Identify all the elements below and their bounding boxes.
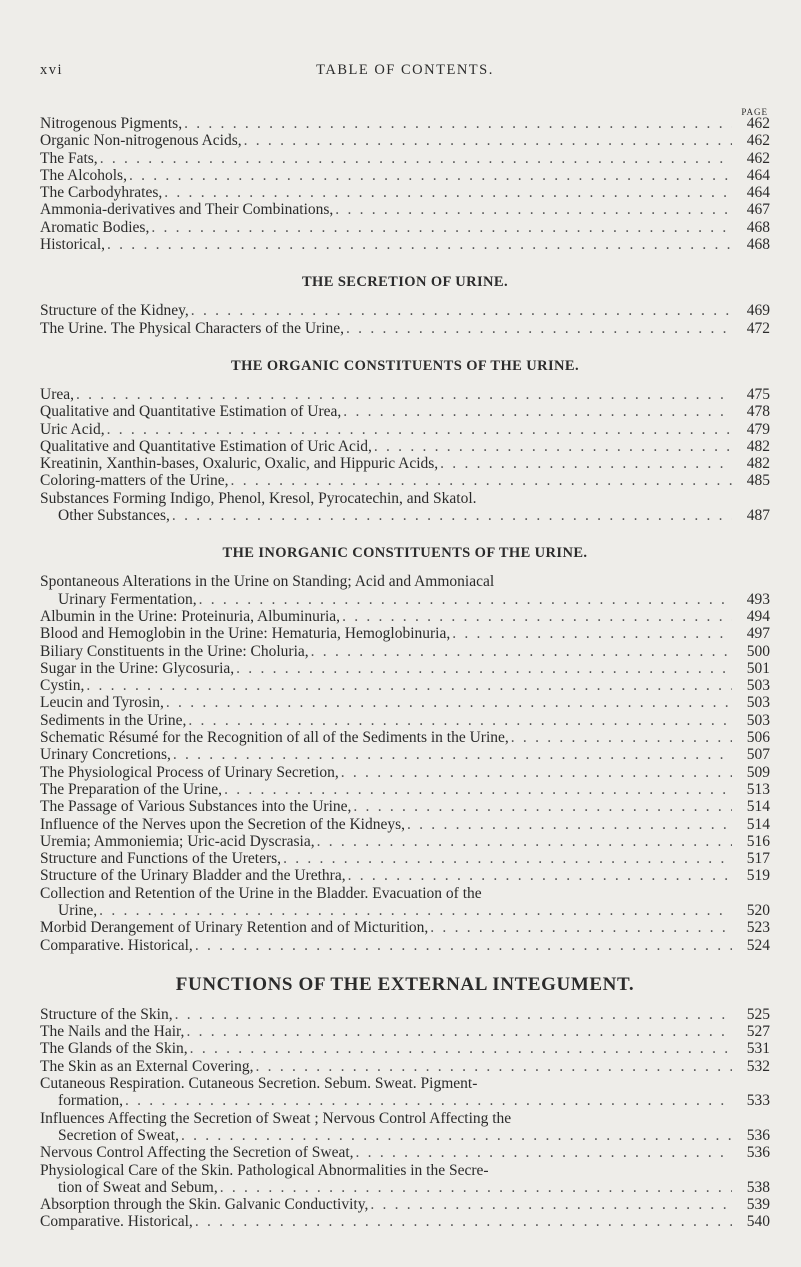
page-number: 517 — [746, 850, 770, 868]
running-title: TABLE OF CONTENTS. — [316, 62, 494, 78]
page-number: 472 — [746, 319, 770, 337]
toc-entry — [40, 1144, 770, 1161]
toc-entry — [40, 660, 770, 677]
toc-entry — [40, 764, 770, 781]
dot-leader — [335, 201, 732, 218]
page-number: 468 — [746, 236, 770, 254]
entry-title: Biliary Constituents in the Urine: Choluria, — [40, 642, 309, 660]
page-number: 487 — [746, 507, 770, 525]
entry-title: Uremia; Ammoniemia; Uric-acid Dyscrasia, — [40, 832, 315, 850]
entry-title: Blood and Hemoglobin in the Urine: Hematuria, Hemoglobinuria, — [40, 625, 451, 643]
entry-title: The Fats, — [40, 149, 98, 167]
page-number: 501 — [746, 659, 770, 677]
page-number: 475 — [746, 385, 770, 403]
section-title: FUNCTIONS OF THE EXTERNAL INTEGUMENT. — [175, 973, 635, 995]
page-number: 524 — [746, 936, 770, 954]
page-number: 503 — [746, 711, 770, 729]
page-number: 462 — [746, 132, 770, 150]
entry-title: Influence of the Nerves upon the Secretion of the Kidneys, — [40, 815, 405, 833]
entry-title: Qualitative and Quantitative Estimation of Urea, — [40, 403, 342, 421]
entry-title: Coloring-matters of the Urine, — [40, 472, 229, 490]
toc-entry — [40, 919, 770, 936]
page-number: 536 — [746, 1144, 770, 1162]
dot-leader — [173, 746, 732, 763]
entry-title: The Nails and the Hair, — [40, 1023, 185, 1041]
toc-entry — [40, 421, 770, 438]
page-number: 532 — [746, 1057, 770, 1075]
entry-title: Qualitative and Quantitative Estimation of Uric Acid, — [40, 437, 372, 455]
entry-title: Organic Non-nitrogenous Acids, — [40, 132, 242, 150]
toc-entry — [40, 833, 770, 850]
toc-entry — [40, 219, 770, 236]
page-number: 503 — [746, 677, 770, 695]
page-number: 494 — [746, 607, 770, 625]
toc-entry — [40, 386, 770, 403]
toc-entry — [40, 643, 770, 660]
entry-title: Comparative. Historical, — [40, 1213, 193, 1231]
dot-leader — [511, 729, 732, 746]
toc-entry — [40, 1110, 770, 1145]
entry-title: Influences Affecting the Secretion of Sweat ; Nervous Control Affecting the — [40, 1109, 512, 1127]
toc-entry — [40, 1058, 770, 1075]
dot-leader — [164, 184, 732, 201]
dot-leader — [311, 643, 732, 660]
entry-title: Sugar in the Urine: Glycosuria, — [40, 659, 235, 677]
dot-leader — [346, 320, 732, 337]
page-number: 464 — [746, 184, 770, 202]
page-number: 482 — [746, 437, 770, 455]
page-number: 536 — [746, 1126, 770, 1144]
entry-title: The Alcohols, — [40, 166, 127, 184]
page-number: 479 — [746, 420, 770, 438]
entry-title: Ammonia-derivatives and Their Combinations, — [40, 201, 334, 219]
dot-leader — [99, 902, 732, 919]
dot-leader — [100, 150, 732, 167]
running-head — [40, 62, 770, 82]
entry-title: Urinary Fermentation, — [58, 590, 197, 608]
dot-leader — [231, 472, 732, 489]
dot-leader — [175, 1006, 732, 1023]
toc-entry — [40, 1213, 770, 1230]
entry-title: Spontaneous Alterations in the Urine on Standing; Acid and Ammoniacal — [40, 573, 495, 591]
page-number: 497 — [746, 625, 770, 643]
entry-title: Historical, — [40, 236, 105, 254]
toc-entry — [40, 816, 770, 833]
entry-title: Structure and Functions of the Ureters, — [40, 850, 282, 868]
toc-entry — [40, 746, 770, 763]
toc-entry — [40, 1196, 770, 1213]
dot-leader — [343, 403, 732, 420]
dot-leader — [348, 867, 732, 884]
entry-title: Sediments in the Urine, — [40, 711, 187, 729]
toc-entry — [40, 608, 770, 625]
entry-title: Urinary Concretions, — [40, 746, 171, 764]
toc-entry — [40, 729, 770, 746]
section-title: THE ORGANIC CONSTITUENTS OF THE URINE. — [231, 357, 579, 374]
dot-leader — [184, 115, 732, 132]
toc-entry — [40, 712, 770, 729]
page-number: 467 — [746, 201, 770, 219]
entry-title: Leucin and Tyrosin, — [40, 694, 164, 712]
dot-leader — [76, 386, 732, 403]
page-number: 513 — [746, 780, 770, 798]
page-number: 478 — [746, 403, 770, 421]
dot-leader — [151, 219, 732, 236]
dot-leader — [188, 712, 732, 729]
dot-leader — [317, 833, 732, 850]
dot-leader — [172, 507, 732, 524]
toc-entry — [40, 184, 770, 201]
toc-entry — [40, 1040, 770, 1057]
entry-title: Albumin in the Urine: Proteinuria, Albuminuria, — [40, 607, 341, 625]
toc-entry — [40, 677, 770, 694]
dot-leader — [244, 132, 732, 149]
toc-entry — [40, 438, 770, 455]
dot-leader — [407, 816, 732, 833]
toc-entry — [40, 201, 770, 218]
dot-leader — [353, 798, 732, 815]
page-number: 462 — [746, 115, 770, 132]
entry-title: The Glands of the Skin, — [40, 1040, 188, 1058]
section-title: THE SECRETION OF URINE. — [301, 274, 509, 291]
dot-leader — [452, 625, 732, 642]
entry-title: Physiological Care of the Skin. Pathological Abnormalities in the Secre- — [40, 1161, 489, 1179]
dot-leader — [341, 764, 732, 781]
dot-leader — [190, 1040, 732, 1057]
toc-entry — [40, 1075, 770, 1110]
entry-title: Secretion of Sweat, — [58, 1126, 179, 1144]
dot-leader — [370, 1196, 732, 1213]
entry-title: Kreatinin, Xanthin-bases, Oxaluric, Oxalic, and Hippuric Acids, — [40, 455, 439, 473]
page-number: 464 — [746, 166, 770, 184]
page-column-label: PAGE — [741, 107, 768, 117]
dot-leader — [374, 438, 732, 455]
table-of-contents — [40, 115, 770, 1231]
entry-title: Nervous Control Affecting the Secretion of Sweat, — [40, 1144, 354, 1162]
toc-entry — [40, 937, 770, 954]
dot-leader — [107, 236, 732, 253]
dot-leader — [430, 919, 732, 936]
toc-entry — [40, 850, 770, 867]
dot-leader — [283, 850, 732, 867]
entry-title: The Urine. The Physical Characters of the Urine, — [40, 319, 345, 337]
dot-leader — [356, 1144, 732, 1161]
entry-title: Structure of the Skin, — [40, 1005, 173, 1023]
section-title: THE INORGANIC CONSTITUENTS OF THE URINE. — [222, 545, 588, 562]
page-number: 506 — [746, 729, 770, 747]
toc-entry — [40, 472, 770, 489]
page-number: 507 — [746, 746, 770, 764]
page-number: 540 — [746, 1213, 770, 1231]
page-number: 539 — [746, 1196, 770, 1214]
entry-title: Urea, — [40, 385, 74, 403]
dot-leader — [236, 660, 732, 677]
toc-entry — [40, 798, 770, 815]
page-number: 516 — [746, 832, 770, 850]
page-number: 468 — [746, 218, 770, 236]
page-number: 531 — [746, 1040, 770, 1058]
entry-title: The Passage of Various Substances into the Urine, — [40, 798, 352, 816]
toc-entry — [40, 150, 770, 167]
entry-title: Absorption through the Skin. Galvanic Conductivity, — [40, 1196, 369, 1214]
entry-title: Comparative. Historical, — [40, 936, 193, 954]
entry-title: Uric Acid, — [40, 420, 105, 438]
dot-leader — [224, 781, 732, 798]
entry-title: The Carbodyhrates, — [40, 184, 163, 202]
page-number: 533 — [746, 1092, 770, 1110]
page-number: 514 — [746, 815, 770, 833]
toc-entry — [40, 625, 770, 642]
toc-entry — [40, 573, 770, 608]
entry-title: Structure of the Urinary Bladder and the Urethra, — [40, 867, 346, 885]
toc-entry — [40, 403, 770, 420]
page-number: 482 — [746, 455, 770, 473]
page-number: 523 — [746, 919, 770, 937]
page-number: 469 — [746, 302, 770, 320]
entry-title: Cystin, — [40, 677, 85, 695]
toc-entry — [40, 455, 770, 472]
dot-leader — [86, 677, 732, 694]
dot-leader — [440, 455, 732, 472]
dot-leader — [220, 1179, 732, 1196]
entry-title: The Physiological Process of Urinary Secretion, — [40, 763, 339, 781]
entry-title: tion of Sweat and Sebum, — [58, 1178, 218, 1196]
page-number: 509 — [746, 763, 770, 781]
dot-leader — [129, 167, 732, 184]
dot-leader — [199, 591, 732, 608]
page-number: 462 — [746, 149, 770, 167]
toc-entry — [40, 320, 770, 337]
page-number: 520 — [746, 901, 770, 919]
toc-entry — [40, 167, 770, 184]
entry-title: Cutaneous Respiration. Cutaneous Secretion. Sebum. Sweat. Pigment- — [40, 1075, 478, 1093]
page-number: 500 — [746, 642, 770, 660]
dot-leader — [186, 1023, 732, 1040]
entry-title: formation, — [58, 1092, 123, 1110]
dot-leader — [342, 608, 732, 625]
toc-entry — [40, 490, 770, 525]
page-number: 525 — [746, 1005, 770, 1023]
toc-entry — [40, 132, 770, 149]
toc-entry — [40, 867, 770, 884]
dot-leader — [166, 694, 732, 711]
dot-leader — [125, 1092, 732, 1109]
entry-title: Collection and Retention of the Urine in the Bladder. Evacuation of the — [40, 884, 482, 902]
dot-leader — [191, 302, 732, 319]
page-number: 493 — [746, 590, 770, 608]
entry-title: Aromatic Bodies, — [40, 218, 150, 236]
page-number: 527 — [746, 1023, 770, 1041]
toc-entry — [40, 781, 770, 798]
entry-title: Nitrogenous Pigments, — [40, 115, 183, 132]
entry-title: Substances Forming Indigo, Phenol, Kresol, Pyrocatechin, and Skatol. — [40, 489, 477, 507]
dot-leader — [195, 1213, 732, 1230]
page-number: 514 — [746, 798, 770, 816]
toc-entry — [40, 115, 770, 132]
toc-entry — [40, 885, 770, 920]
page-number: 485 — [746, 472, 770, 490]
entry-title: Urine, — [58, 901, 98, 919]
toc-entry — [40, 236, 770, 253]
entry-title: The Skin as an External Covering, — [40, 1057, 254, 1075]
toc-entry — [40, 1162, 770, 1197]
entry-title: The Preparation of the Urine, — [40, 780, 223, 798]
toc-entry — [40, 302, 770, 319]
dot-leader — [107, 421, 732, 438]
toc-entry — [40, 1006, 770, 1023]
toc-entry — [40, 1023, 770, 1040]
page-number: 519 — [746, 867, 770, 885]
entry-title: Morbid Derangement of Urinary Retention and of Micturition, — [40, 919, 429, 937]
entry-title: Other Substances, — [58, 507, 170, 525]
entry-title: Structure of the Kidney, — [40, 302, 189, 320]
page-number: 538 — [746, 1178, 770, 1196]
page-number: 503 — [746, 694, 770, 712]
dot-leader — [195, 937, 732, 954]
entry-title: Schematic Résumé for the Recognition of all of the Sediments in the Urine, — [40, 729, 509, 747]
dot-leader — [181, 1127, 732, 1144]
dot-leader — [256, 1058, 732, 1075]
toc-entry — [40, 694, 770, 711]
page-folio: xvi — [40, 62, 64, 78]
